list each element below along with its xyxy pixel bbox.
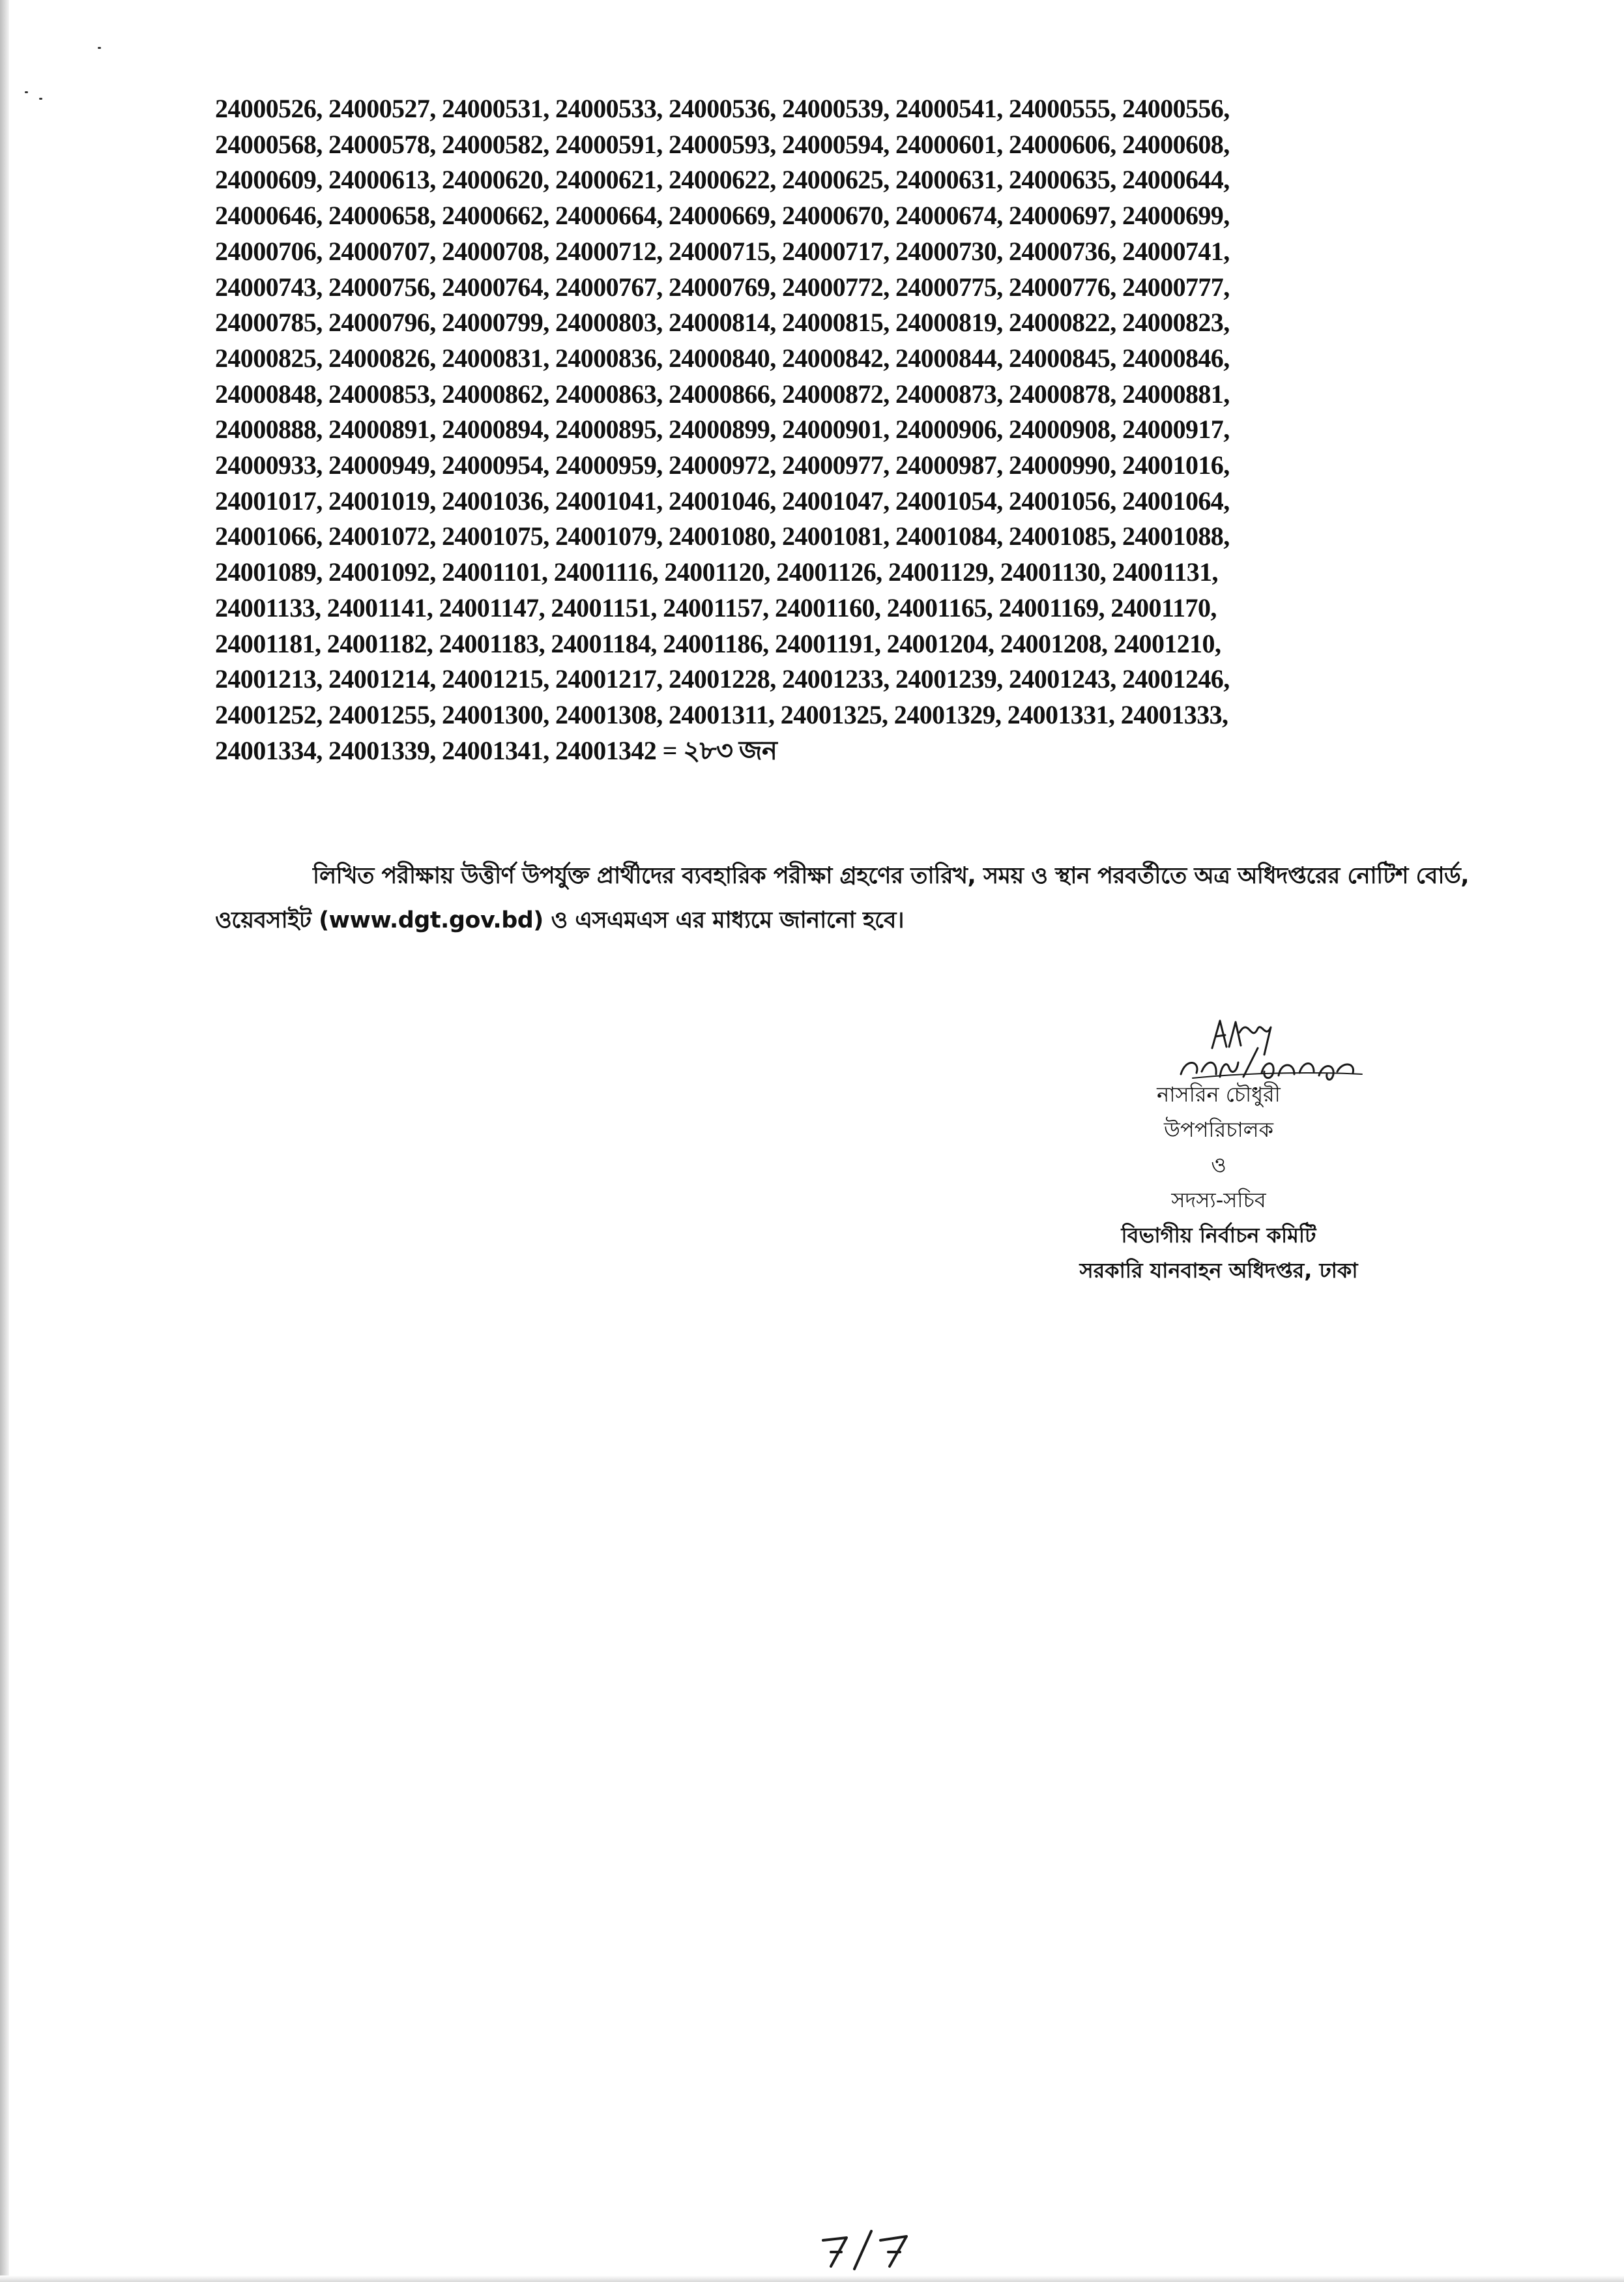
roll-number-line: 24000743, 24000756, 24000764, 24000767, 24000769, 24000772, 24000775, 24000776, 24000777, <box>215 272 1230 302</box>
roll-number-line: 24000706, 24000707, 24000708, 24000712, 24000715, 24000717, 24000730, 24000736, 24000741, <box>215 236 1230 266</box>
signatory-conjunction: ও <box>1211 1152 1226 1177</box>
roll-number-line: 24000609, 24000613, 24000620, 24000621, 24000622, 24000625, 24000631, 24000635, 24000644, <box>215 165 1230 195</box>
roll-number-line: 24001181, 24001182, 24001183, 24001184, 24001186, 24001191, 24001204, 24001208, 24001210, <box>215 628 1221 658</box>
roll-number-line: 24001066, 24001072, 24001075, 24001079, 24001080, 24001081, 24001084, 24001085, 24001088, <box>215 521 1230 551</box>
roll-number-line: 24000646, 24000658, 24000662, 24000664, 24000669, 24000670, 24000674, 24000697, 24000699, <box>215 201 1230 231</box>
committee-name: বিভাগীয় নির্বাচন কমিটি <box>1121 1223 1316 1248</box>
scan-left-edge <box>0 0 9 2282</box>
roll-number-line: 24000526, 24000527, 24000531, 24000533, 24000536, 24000539, 24000541, 24000555, 24000556, <box>215 94 1230 123</box>
roll-number-line: 24001213, 24001214, 24001215, 24001217, 24001228, 24001233, 24001239, 24001243, 24001246, <box>215 664 1230 694</box>
scan-speck <box>98 47 101 49</box>
roll-number-line: 24000888, 24000891, 24000894, 24000895, 24000899, 24000901, 24000906, 24000908, 24000917, <box>215 415 1230 445</box>
office-name: সরকারি যানবাহন অধিদপ্তর, ঢাকা <box>1079 1258 1358 1283</box>
signatory-role: সদস্য-সচিব <box>1171 1188 1266 1212</box>
roll-number-line: 24000568, 24000578, 24000582, 24000591, 24000593, 24000594, 24000601, 24000606, 24000608, <box>215 129 1230 159</box>
scan-speck <box>39 98 42 100</box>
notice-line-2: ওয়েবসাইট (www.dgt.gov.bd) ও এসএমএস এর মাধ্যমে জানানো হবে। <box>215 907 905 933</box>
roll-number-line: 24001017, 24001019, 24001036, 24001041, 24001046, 24001047, 24001054, 24001056, 24001064, <box>215 486 1230 516</box>
signatory-designation: উপপরিচালক <box>1164 1117 1273 1142</box>
signatory-name: নাসরিন চৌধুরী <box>1157 1082 1281 1107</box>
roll-number-line: 24000825, 24000826, 24000831, 24000836, 24000840, 24000842, 24000844, 24000845, 24000846, <box>215 343 1230 373</box>
signatory-block <box>1004 1077 1434 1288</box>
roll-number-total-line: 24001334, 24001339, 24001341, 24001342 = ২৮৩ জন <box>215 735 777 765</box>
roll-number-line: 24001133, 24001141, 24001147, 24001151, 24001157, 24001160, 24001165, 24001169, 24001170, <box>215 592 1217 622</box>
roll-number-list <box>215 91 1492 768</box>
roll-number-line: 24000848, 24000853, 24000862, 24000863, 24000866, 24000872, 24000873, 24000878, 24000881, <box>215 379 1230 409</box>
handwritten-page-number <box>818 2226 916 2272</box>
roll-number-line: 24001252, 24001255, 24001300, 24001308, 24001311, 24001325, 24001329, 24001331, 24001333, <box>215 699 1228 729</box>
scan-bottom-edge <box>0 2275 1624 2282</box>
notice-line-1: লিখিত পরীক্ষায় উত্তীর্ণ উপর্যুক্ত প্রার্থীদের ব্যবহারিক পরীক্ষা গ্রহণের তারিখ, সময় ও স্থান পরবর্তীতে অত্র অধিদপ্তরের নোটিশ বোর্ড, <box>313 863 1470 889</box>
scan-speck <box>25 91 28 93</box>
roll-number-line: 24000933, 24000949, 24000954, 24000959, 24000972, 24000977, 24000987, 24000990, 24001016, <box>215 450 1230 480</box>
practical-exam-notice <box>215 854 1505 943</box>
roll-number-line: 24000785, 24000796, 24000799, 24000803, 24000814, 24000815, 24000819, 24000822, 24000823, <box>215 308 1230 338</box>
roll-number-line: 24001089, 24001092, 24001101, 24001116, 24001120, 24001126, 24001129, 24001130, 24001131, <box>215 557 1218 587</box>
